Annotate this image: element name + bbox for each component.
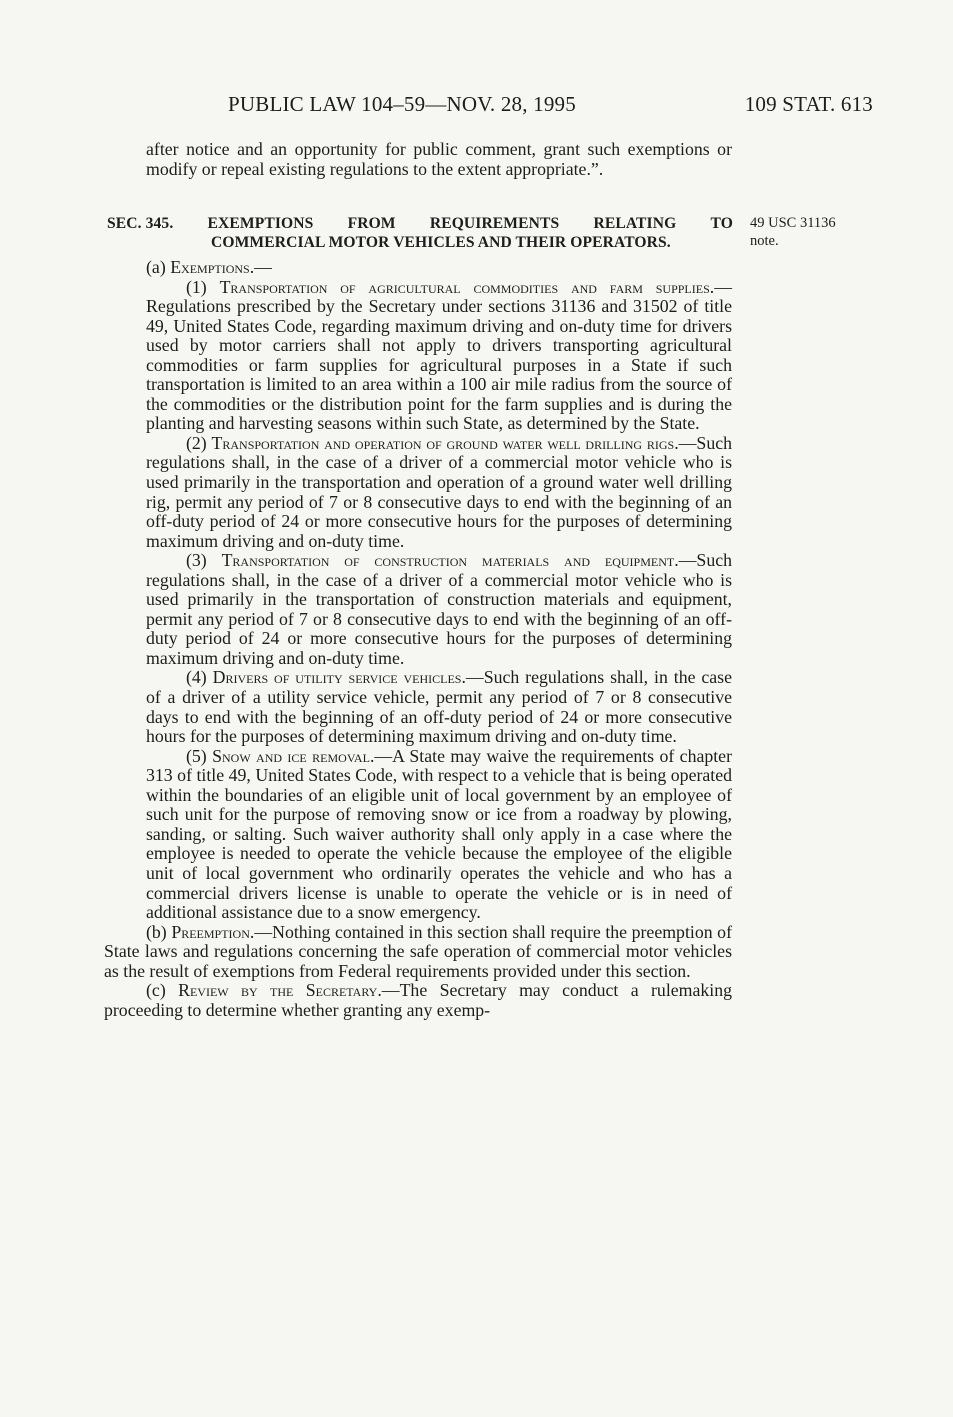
margin-note-label: note. xyxy=(750,233,779,249)
heading-word: EXEMPTIONS xyxy=(207,215,314,232)
heading-word: FROM xyxy=(347,215,396,232)
paragraph-a-2: (2) Transportation and operation of ground water well drilling rigs.—Such regulations shall, in the case of a driver of a commercial motor vehicle who is used primarily in the transportation and operation of a ground water well drilling rig, permit any period of 7 or 8 consecutive days to end with the beginning of an off-duty period of 24 or more consecutive hours for the purposes of determining maximum driving and on-duty time. xyxy=(146,432,732,551)
heading-word: RELATING xyxy=(593,215,677,232)
heading-word: TO xyxy=(710,215,733,232)
running-head xyxy=(0,92,953,122)
margin-note-citation: 49 USC 31136 xyxy=(750,215,836,231)
continuation-block xyxy=(146,140,732,179)
section-heading-line-1 xyxy=(107,214,733,233)
margin-note xyxy=(750,214,880,250)
section-number: SEC. 345. xyxy=(107,215,174,232)
subsection-b-title: Preemption xyxy=(171,921,250,942)
section-heading xyxy=(107,214,733,252)
heading-word: REQUIREMENTS xyxy=(429,215,560,232)
subsection-c: (c) Review by the Secretary.—The Secretary may conduct a rulemaking proceeding to determine whether granting any exemp- xyxy=(104,980,732,1020)
paragraph-a-4: (4) Drivers of utility service vehicles.—Such regulations shall, in the case of a driver of a utility service vehicle, permit any period of 7 or 8 consecutive days to end with the beginning of an off-duty period of 24 or more consecutive hours for the purposes of determining maximum driving and on-duty time. xyxy=(146,667,732,747)
section-body xyxy=(104,257,732,1020)
subsection-a-heading: (a) Exemptions.— xyxy=(146,257,272,277)
paragraph-a-5: (5) Snow and ice removal.—A State may waive the requirements of chapter 313 of title 49, United States Code, with respect to a vehicle that is being operated within the boundaries of an eligible unit of local government by an employee of such unit for the purpose of removing snow or ice from a roadway by plowing, sanding, or salting. Such waiver authority shall only apply in a case where the employee is needed to operate the vehicle because the employee of the eligible unit of local government who ordinarily operates the vehicle and who has a commercial drivers license is unable to operate the vehicle or is in need of additional assistance due to a snow emergency. xyxy=(146,745,732,923)
continuation-paragraph: after notice and an opportunity for public comment, grant such exemptions or modify or repeal existing regulations to the extent appropriate.”. xyxy=(146,139,732,179)
running-head-title: PUBLIC LAW 104–59—NOV. 28, 1995 xyxy=(228,92,576,116)
paragraph-heading: Transportation of construction materials and equipment xyxy=(221,550,675,571)
section-heading-line-2: COMMERCIAL MOTOR VEHICLES AND THEIR OPERATORS. xyxy=(211,234,671,251)
paragraph-heading: Drivers of utility service vehicles xyxy=(212,667,462,688)
paragraph-heading: Transportation of agricultural commodities and farm supplies xyxy=(219,276,710,297)
subsection-a-title: Exemptions xyxy=(170,257,250,277)
paragraph-a-3: (3) Transportation of construction materials and equipment.—Such regulations shall, in the case of a driver of a commercial motor vehicle who is used primarily in the transportation of construction materials and equipment, permit any period of 7 or 8 consecutive days to end with the beginning of an off-duty period of 24 or more consecutive hours for the purposes of determining maximum driving and on-duty time. xyxy=(146,550,732,668)
subsection-c-title: Review by the Secretary xyxy=(178,980,378,1001)
paragraph-heading: Snow and ice removal xyxy=(212,745,370,766)
subsection-b: (b) Preemption.—Nothing contained in this section shall require the preemption of State laws and regulations concerning the safe operation of commercial motor vehicles as the result of exemptions from Federal requirements provided under this section. xyxy=(104,921,732,981)
paragraph-heading: Transportation and operation of ground water well drilling rigs xyxy=(211,432,675,453)
statute-page-reference: 109 STAT. 613 xyxy=(744,92,873,116)
paragraph-a-1: (1) Transportation of agricultural commodities and farm supplies.—Regulations prescribed by the Secretary under sections 31136 and 31502 of title 49, United States Code, regarding maximum driving and on-duty time for drivers used by motor carriers shall not apply to drivers transporting agricultural commodities or farm supplies for agricultural purposes in a State if such transportation is limited to an area within a 100 air mile radius from the source of the commodities or the distribution point for the farm supplies and is during the planting and harvesting seasons within such State, as determined by the State. xyxy=(146,276,732,434)
